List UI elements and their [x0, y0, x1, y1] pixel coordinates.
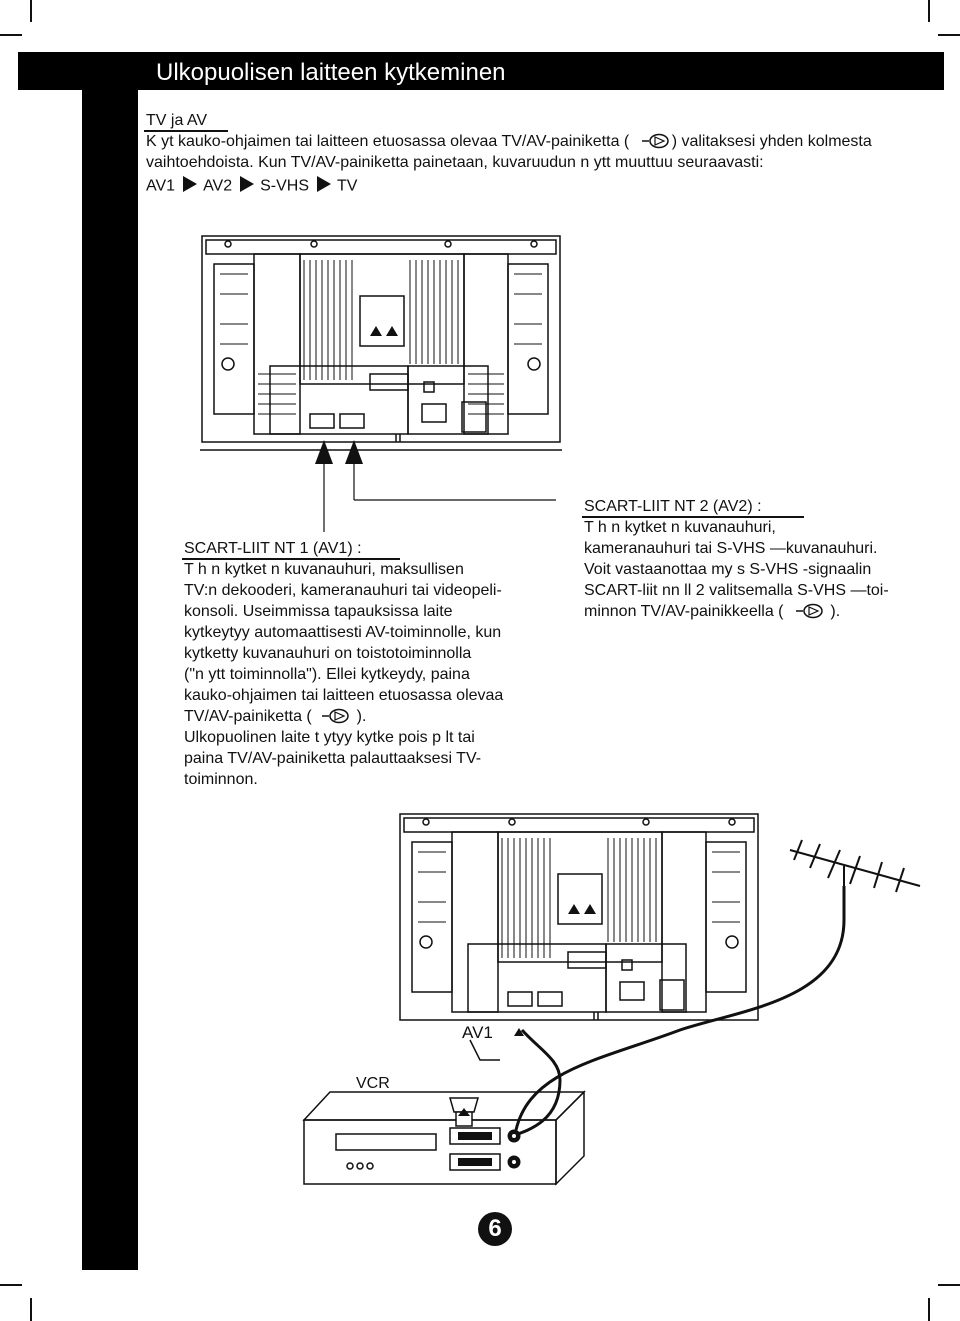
scart2-icon-text-a: minnon TV/AV-painikkeella ( [584, 603, 784, 620]
scart-plug-icon [444, 1096, 484, 1132]
scart1-line: T h n kytket n kuvanauhuri, maksullisen [184, 561, 464, 578]
scart2-line: Voit vastaanottaa my s S-VHS -signaalin [584, 561, 872, 578]
scart1-line: konsoli. Useimmissa tapauksissa laite [184, 603, 453, 620]
crop-mark [928, 0, 930, 22]
scart1-line: Ulkopuolinen laite t ytyy kytke pois p lt tai [184, 729, 475, 746]
av1-arrow-icon [512, 1026, 526, 1038]
scart2-heading: SCART-LIIT NT 2 (AV2) : [584, 498, 762, 515]
tv-av-button-icon [796, 603, 826, 619]
crop-mark [0, 34, 22, 36]
sequence-av1: AV1 [146, 177, 176, 195]
scart2-line-icon [584, 601, 840, 622]
sequence-svhs: S-VHS [260, 177, 310, 195]
sequence-tv: TV [337, 177, 358, 195]
scart1-line: kauko-ohjaimen tai laitteen etuosassa olevaa [184, 687, 504, 704]
tv-av-button-icon [642, 133, 672, 149]
crop-mark [938, 1284, 960, 1286]
sequence-arrow-icon [240, 176, 254, 192]
crop-mark [928, 1298, 930, 1321]
crop-mark [30, 0, 32, 22]
scart1-line: ("n ytt toiminnolla"). Ellei kytkeydy, paina [184, 666, 470, 683]
scart2-line: T h n kytket n kuvanauhuri, [584, 519, 776, 536]
intro-line-1 [146, 131, 872, 152]
side-bar [82, 90, 138, 1270]
scart2-line: kameranauhuri tai S-VHS —kuvanauhuri. [584, 540, 878, 557]
scart1-line: paina TV/AV-painiketta palauttaaksesi TV- [184, 750, 482, 767]
sequence-arrow-icon [317, 176, 331, 192]
intro-heading: TV ja AV [146, 112, 208, 129]
scart2-line: SCART-liit nn ll 2 valitsemalla S-VHS —toi- [584, 582, 889, 599]
crop-mark [30, 1298, 32, 1321]
crop-mark [938, 34, 960, 36]
scart1-line: toiminnon. [184, 771, 258, 788]
intro-line-1b: ) valitaksesi yhden kolmesta [671, 133, 872, 150]
scart1-icon-text-a: TV/AV-painiketta ( [184, 708, 312, 725]
sequence-arrow-icon [183, 176, 197, 192]
sequence-av2: AV2 [203, 177, 233, 195]
scart1-line: kytkeytyy automaattisesti AV-toiminnolle, kun [184, 624, 502, 641]
tv-av-button-icon [322, 708, 352, 724]
scart1-line: kytketty kuvanauhuri on toistotoiminnolla [184, 645, 472, 662]
scart1-heading: SCART-LIIT NT 1 (AV1) : [184, 540, 362, 557]
scart2-icon-text-b: ). [830, 603, 841, 620]
vcr-label: VCR [356, 1075, 390, 1092]
av1-label: AV1 [462, 1023, 493, 1042]
scart1-line-icon [184, 706, 366, 727]
intro-line-2: vaihtoehdoista. Kun TV/AV-painiketta painetaan, kuvaruudun n ytt muuttuu seuraavasti: [146, 154, 764, 171]
input-sequence [146, 175, 357, 196]
crop-mark [0, 1284, 22, 1286]
page-title: Ulkopuolisen laitteen kytkeminen [156, 59, 506, 86]
intro-line-1a: K yt kauko-ohjaimen tai laitteen etuosassa olevaa TV/AV-painiketta ( [146, 133, 630, 150]
page-number: 6 [478, 1212, 512, 1246]
scart1-line: TV:n dekooderi, kameranauhuri tai videopeli- [184, 582, 502, 599]
scart1-icon-text-b: ). [356, 708, 367, 725]
